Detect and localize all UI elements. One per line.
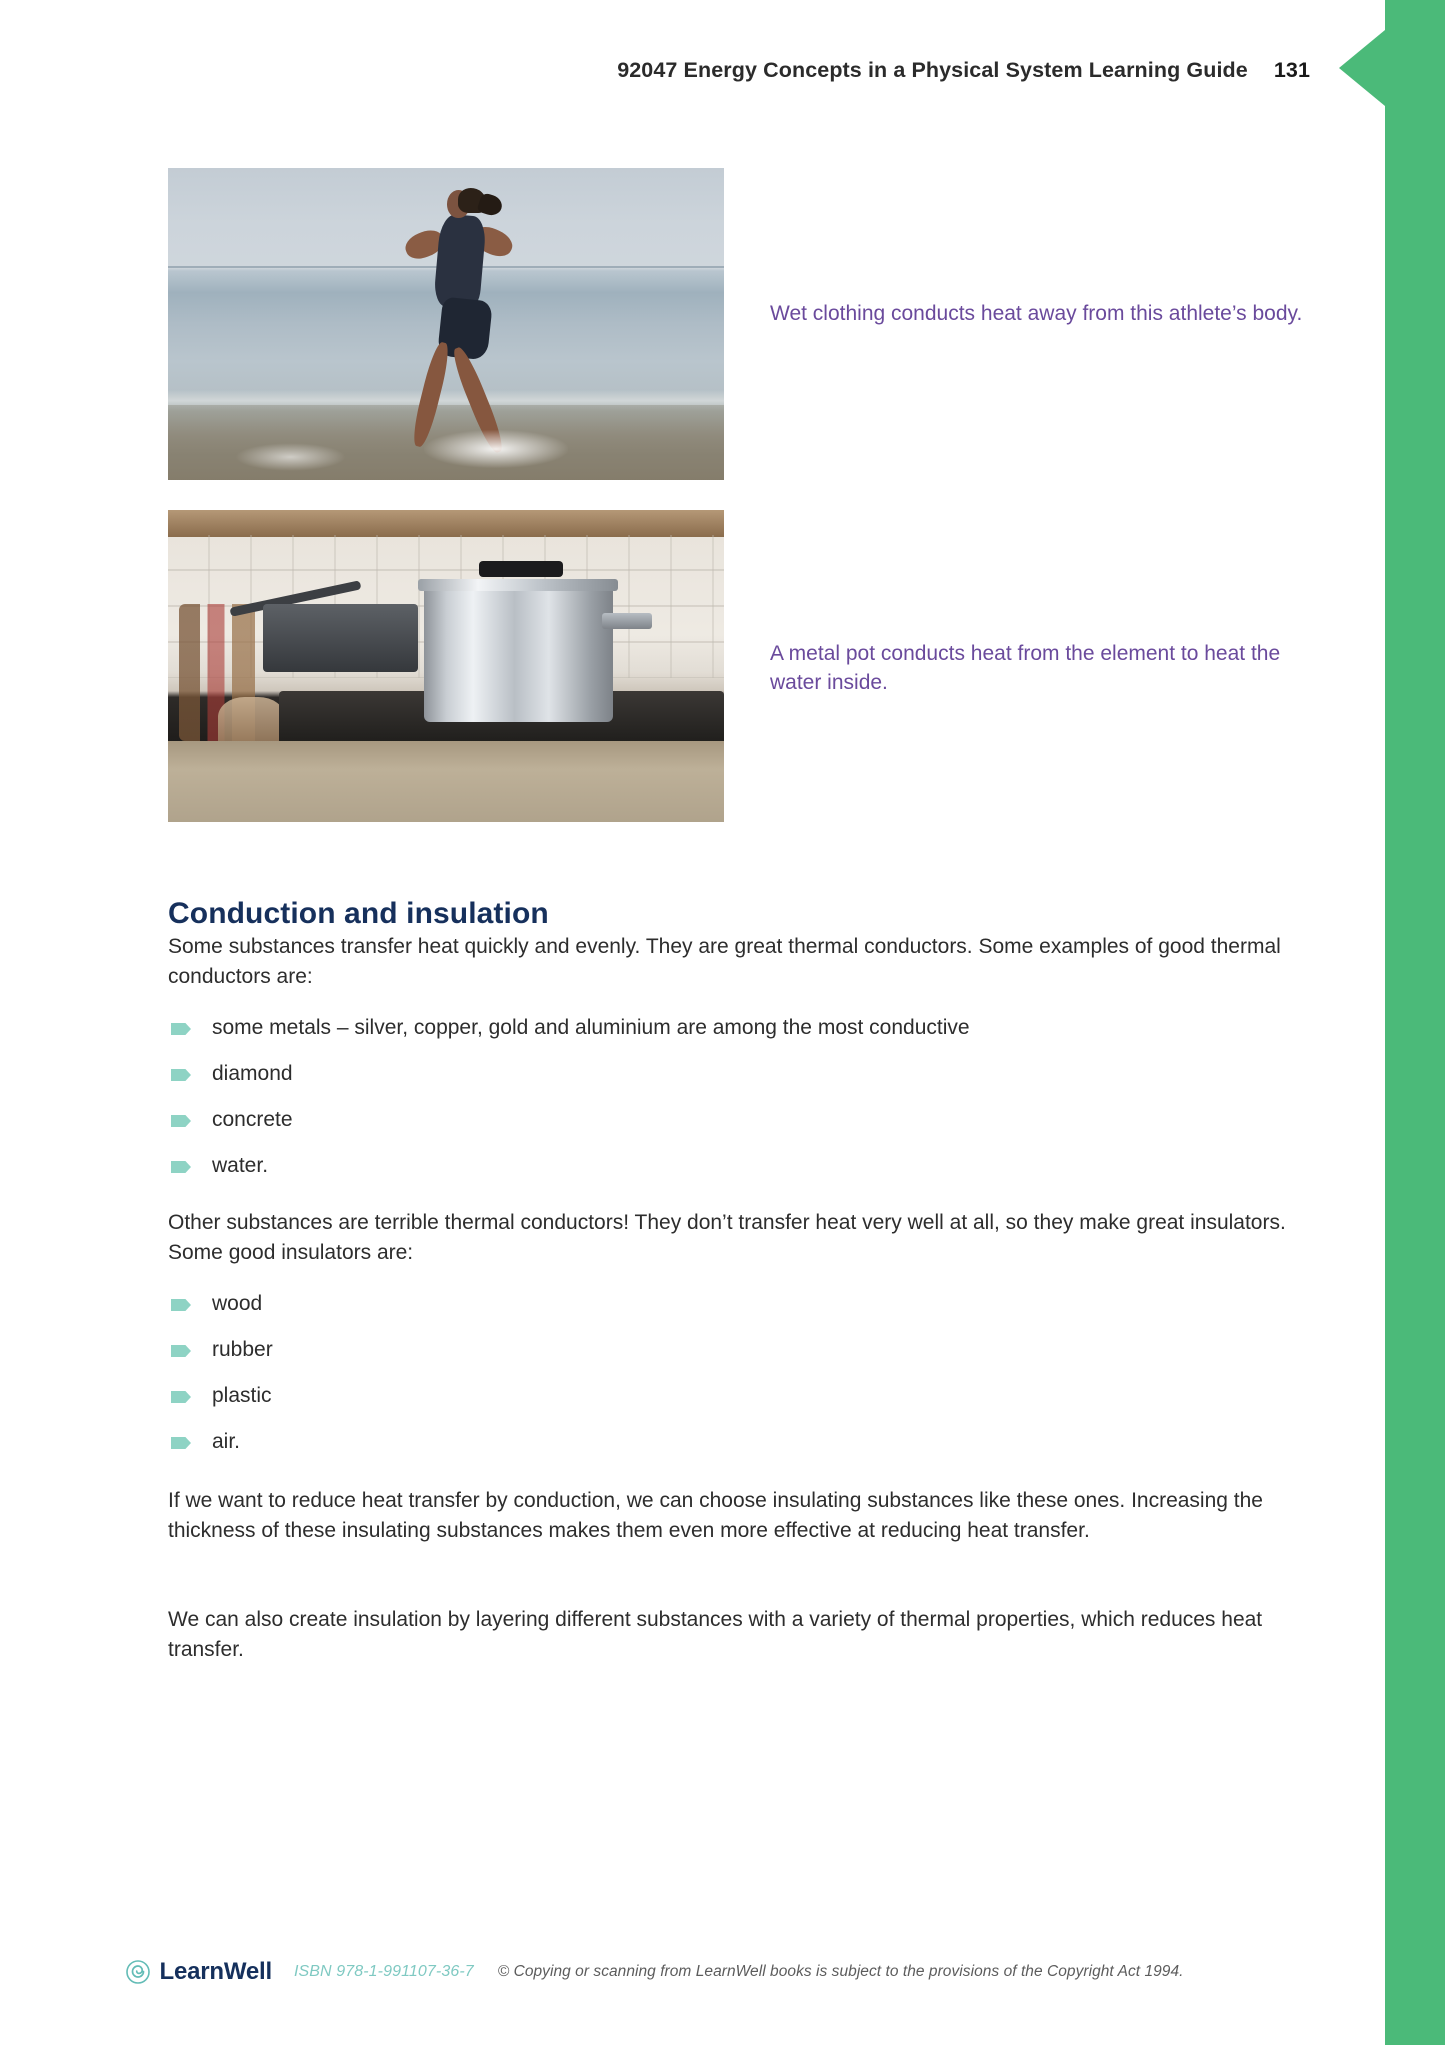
list-item — [168, 1109, 1286, 1130]
figure-caption-runner: Wet clothing conducts heat away from this athlete’s body. — [770, 302, 1303, 325]
paragraph-conductors-intro: Some substances transfer heat quickly and evenly. They are great thermal conductors. Some examples of good thermal conductors are: — [168, 935, 1281, 988]
stainless-steel-pot-body — [424, 585, 613, 722]
list-item-label: plastic — [212, 1384, 272, 1407]
right-edge-green-tab — [1385, 0, 1445, 2045]
frying-pan — [263, 604, 419, 673]
list-good-insulators — [168, 1293, 1286, 1477]
list-item — [168, 1017, 1286, 1038]
list-item-label: air. — [212, 1430, 241, 1453]
arrow-bullet-icon — [171, 1299, 191, 1311]
pot-side-handle — [602, 613, 652, 629]
spiral-swirl-icon — [126, 1960, 150, 1984]
figure-block-runner — [168, 168, 724, 480]
list-item-label: wood — [212, 1292, 263, 1315]
arrow-bullet-icon — [171, 1069, 191, 1081]
list-item — [168, 1339, 1286, 1360]
list-item-label: concrete — [212, 1108, 293, 1131]
runner-figure — [390, 187, 568, 468]
copyright-notice: © Copying or scanning from LearnWell books is subject to the provisions of the Copyright Act 1994. — [497, 1963, 1184, 1980]
arrow-bullet-icon — [171, 1023, 191, 1035]
pot-lid-handle — [479, 561, 562, 577]
runner-ponytail — [477, 192, 505, 218]
arrow-bullet-icon — [171, 1345, 191, 1357]
metal-pot-on-gas-stove-photo — [168, 510, 724, 822]
list-item — [168, 1431, 1286, 1452]
arrow-bullet-icon — [171, 1391, 191, 1403]
list-item-label: water. — [212, 1154, 269, 1177]
list-good-thermal-conductors — [168, 1017, 1286, 1201]
arrow-bullet-icon — [171, 1437, 191, 1449]
list-item-label: rubber — [212, 1338, 273, 1361]
arrow-bullet-icon — [171, 1161, 191, 1173]
page-number: 131 — [1273, 58, 1310, 82]
list-item — [168, 1385, 1286, 1406]
learnwell-brand-text: LearnWell — [159, 1958, 272, 1985]
paragraph-insulators-intro: Other substances are terrible thermal conductors! They don’t transfer heat very well at all, so they make great insulators. Some good insulators are: — [168, 1211, 1286, 1264]
list-item — [168, 1063, 1286, 1084]
paragraph-reduce-heat-transfer: If we want to reduce heat transfer by conduction, we can choose insulating substances like these ones. Increasing the thickness of these insulating substances makes them even more effective at reducing heat transfer. — [168, 1489, 1263, 1542]
section-heading-conduction-and-insulation: Conduction and insulation — [168, 896, 549, 930]
page-header-title: 92047 Energy Concepts in a Physical System Learning Guide — [617, 58, 1248, 82]
paragraph-layering-insulation: We can also create insulation by layering different substances with a variety of thermal properties, which reduces heat transfer. — [168, 1608, 1263, 1661]
page-footer — [0, 1958, 1310, 1986]
athlete-running-in-sea-shallows-photo — [168, 168, 724, 480]
list-item-label: some metals – silver, copper, gold and aluminium are among the most conductive — [212, 1016, 970, 1039]
pot-rim — [418, 579, 618, 591]
list-item-label: diamond — [212, 1062, 293, 1085]
water-splash — [424, 430, 569, 467]
kitchen-jar — [218, 697, 285, 747]
kitchen-counter — [168, 741, 724, 822]
page-header — [0, 58, 1310, 83]
figure-block-pot — [168, 510, 724, 822]
figure-caption-pot: A metal pot conducts heat from the element to heat the water inside. — [770, 642, 1281, 694]
water-splash-secondary — [235, 443, 346, 471]
list-item — [168, 1293, 1286, 1314]
runner-torso — [433, 213, 487, 309]
learnwell-logo — [126, 1958, 271, 1986]
list-item — [168, 1155, 1286, 1176]
arrow-bullet-icon — [171, 1115, 191, 1127]
kitchen-shelf — [168, 510, 724, 537]
isbn-text: ISBN 978-1-991107-36-7 — [293, 1963, 474, 1980]
